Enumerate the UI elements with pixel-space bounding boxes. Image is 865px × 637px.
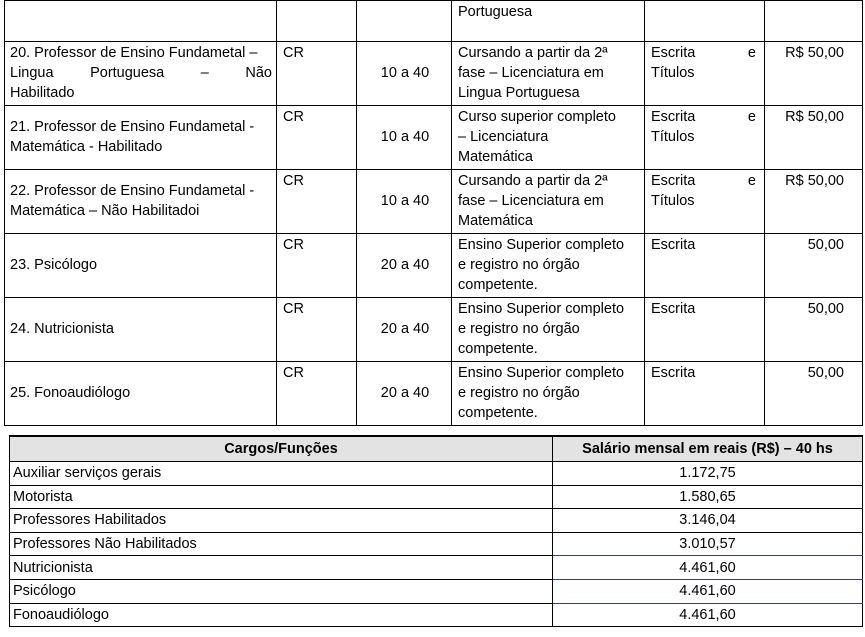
exam-cell: Escrita <box>645 234 765 298</box>
salary-cell: 1.580,65 <box>553 485 863 509</box>
table-row <box>10 485 863 509</box>
role-cell: Motorista <box>10 485 553 509</box>
salary-cell: 3.146,04 <box>553 509 863 533</box>
position-name-cell: 23. Psicólogo <box>5 234 277 298</box>
exam-cell: Escrita <box>645 362 765 426</box>
table-row <box>5 170 863 234</box>
role-cell: Fonoaudiólogo <box>10 603 553 627</box>
requirement-cell: Ensino Superior completo e registro no órgão competente. <box>452 234 645 298</box>
role-cell: Professores Habilitados <box>10 509 553 533</box>
table-row-continuation <box>5 1 863 42</box>
salary-cell: 4.461,60 <box>553 556 863 580</box>
salary-cell: 1.172,75 <box>553 462 863 486</box>
requirement-cell: Portuguesa <box>452 1 645 42</box>
requirement-cell: Ensino Superior completo e registro no órgão competente. <box>452 362 645 426</box>
role-cell: Auxiliar serviços gerais <box>10 462 553 486</box>
exam-cell: Escrita <box>645 298 765 362</box>
table-row <box>10 579 863 603</box>
table-row <box>5 234 863 298</box>
header-role: Cargos/Funções <box>10 436 553 462</box>
table-row <box>5 106 863 170</box>
type-cell: CR <box>277 170 357 234</box>
fee-cell: 50,00 <box>765 234 863 298</box>
salary-cell: 4.461,60 <box>553 579 863 603</box>
position-name-cell: 24. Nutricionista <box>5 298 277 362</box>
position-name-cell: 22. Professor de Ensino Fundametal - Matemática – Não Habilitadoi <box>5 170 277 234</box>
requirement-cell: Cursando a partir da 2ª fase – Licenciatura em Matemática <box>452 170 645 234</box>
table-row <box>10 556 863 580</box>
exam-cell: Escrita e Títulos <box>645 106 765 170</box>
table-row <box>5 298 863 362</box>
table-row <box>5 362 863 426</box>
header-salary: Salário mensal em reais (R$) – 40 hs <box>553 436 863 462</box>
position-name-cell: 21. Professor de Ensino Fundametal - Matemática - Habilitado <box>5 106 277 170</box>
type-cell: CR <box>277 106 357 170</box>
type-cell: CR <box>277 234 357 298</box>
role-cell: Professores Não Habilitados <box>10 532 553 556</box>
table-row <box>10 462 863 486</box>
hours-cell: 10 a 40 <box>357 170 452 234</box>
fee-cell: R$ 50,00 <box>765 42 863 106</box>
hours-cell: 20 a 40 <box>357 362 452 426</box>
table-row <box>5 42 863 106</box>
requirement-cell: Curso superior completo – Licenciatura Matemática <box>452 106 645 170</box>
type-cell: CR <box>277 298 357 362</box>
exam-cell: Escrita e Títulos <box>645 170 765 234</box>
hours-cell: 20 a 40 <box>357 298 452 362</box>
requirement-cell: Cursando a partir da 2ª fase – Licenciatura em Lingua Portuguesa <box>452 42 645 106</box>
fee-cell: R$ 50,00 <box>765 170 863 234</box>
salary-cell: 3.010,57 <box>553 532 863 556</box>
role-cell: Nutricionista <box>10 556 553 580</box>
fee-cell: R$ 50,00 <box>765 106 863 170</box>
type-cell: CR <box>277 362 357 426</box>
salary-cell: 4.461,60 <box>553 603 863 627</box>
hours-cell: 10 a 40 <box>357 42 452 106</box>
type-cell: CR <box>277 42 357 106</box>
position-name-cell: 20. Professor de Ensino Fundametal – Lingua Portuguesa – Não Habilitado <box>5 42 277 106</box>
exam-cell: Escrita e Títulos <box>645 42 765 106</box>
position-name-cell: 25. Fonoaudiólogo <box>5 362 277 426</box>
fee-cell: 50,00 <box>765 362 863 426</box>
table-row <box>10 509 863 533</box>
table-row <box>10 603 863 627</box>
fee-cell: 50,00 <box>765 298 863 362</box>
salary-table <box>9 435 863 627</box>
table-row <box>10 532 863 556</box>
role-cell: Psicólogo <box>10 579 553 603</box>
table-header-row <box>10 436 863 462</box>
hours-cell: 10 a 40 <box>357 106 452 170</box>
requirement-cell: Ensino Superior completo e registro no órgão competente. <box>452 298 645 362</box>
positions-table <box>4 0 863 426</box>
hours-cell: 20 a 40 <box>357 234 452 298</box>
